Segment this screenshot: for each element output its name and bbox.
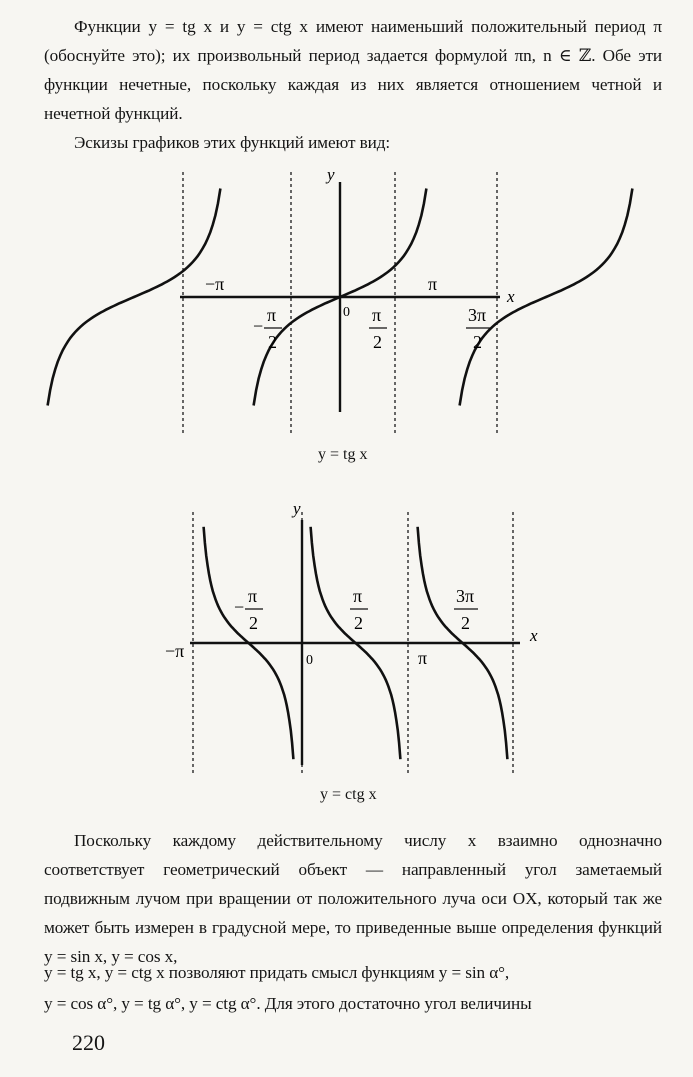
body-line-3: y = cos α°, y = tg α°, y = ctg α°. Для этого достаточно угол величины — [44, 994, 532, 1013]
tg-frac-num: 3π — [468, 305, 487, 325]
body-line-2: y = tg x, y = ctg x позволяют придать смысл функциям y = sin α°, — [44, 963, 510, 982]
ctg-frac-den: 2 — [249, 613, 258, 633]
ctg-caption: y = ctg x — [320, 786, 377, 803]
tg-tick-pi: π — [428, 274, 438, 294]
body-paragraph: Поскольку каждому действительному числу x взаимно однозначно соответствует геометрический объект — направленный угол заметаемый подвижным лучом при вращении от положительного луча оси OX, который так же может быть измерен в градусной мере, то приведенные выше определения функций y = sin x, y = cos x, — [44, 831, 662, 966]
ctg-tick-three-pi-half — [454, 586, 478, 633]
tg-graph — [48, 165, 633, 435]
tg-frac-den: 2 — [473, 332, 482, 352]
tg-tick-zero: 0 — [343, 305, 350, 320]
tg-y-label: y — [327, 165, 335, 184]
ctg-x-label: x — [530, 626, 538, 645]
tg-frac-num: π — [372, 305, 382, 325]
tg-frac-den: 2 — [268, 332, 277, 352]
ctg-tick-minus-pi: −π — [165, 641, 185, 661]
ctg-tick-minus-pi-half — [234, 586, 263, 633]
tg-tick-minus-pi: −π — [205, 274, 225, 294]
ctg-y-label: y — [293, 499, 301, 518]
page-number: 220 — [72, 1030, 105, 1055]
tg-tick-minus-pi-half — [253, 305, 282, 352]
intro-paragraph: Функции y = tg x и y = ctg x имеют наименьший положительный период π (обоснуйте это); их произвольный период задается формулой πn, n ∈ ℤ. Обе эти функции нечетные, поскольку каждая из них является отношением четной и нечетной функций. — [44, 17, 662, 123]
ctg-tick-pi-half — [350, 586, 368, 633]
ctg-tick-zero: 0 — [306, 653, 313, 668]
ctg-frac-num: 3π — [456, 586, 475, 606]
ctg-graph — [165, 499, 538, 775]
ctg-frac-num: π — [353, 586, 363, 606]
ctg-frac-den: 2 — [354, 613, 363, 633]
tg-tick-pi-half — [369, 305, 387, 352]
tg-caption: y = tg x — [318, 446, 368, 463]
ctg-frac-num: π — [248, 586, 258, 606]
tg-minus-sign: − — [253, 316, 264, 336]
ctg-minus-sign: − — [234, 597, 245, 617]
tg-tick-three-pi-half — [466, 305, 490, 352]
ctg-tick-pi: π — [418, 648, 428, 668]
sketch-line: Эскизы графиков этих функций имеют вид: — [74, 133, 391, 152]
ctg-frac-den: 2 — [461, 613, 470, 633]
tg-x-label: x — [507, 287, 515, 306]
tg-frac-num: π — [267, 305, 277, 325]
tg-frac-den: 2 — [373, 332, 382, 352]
